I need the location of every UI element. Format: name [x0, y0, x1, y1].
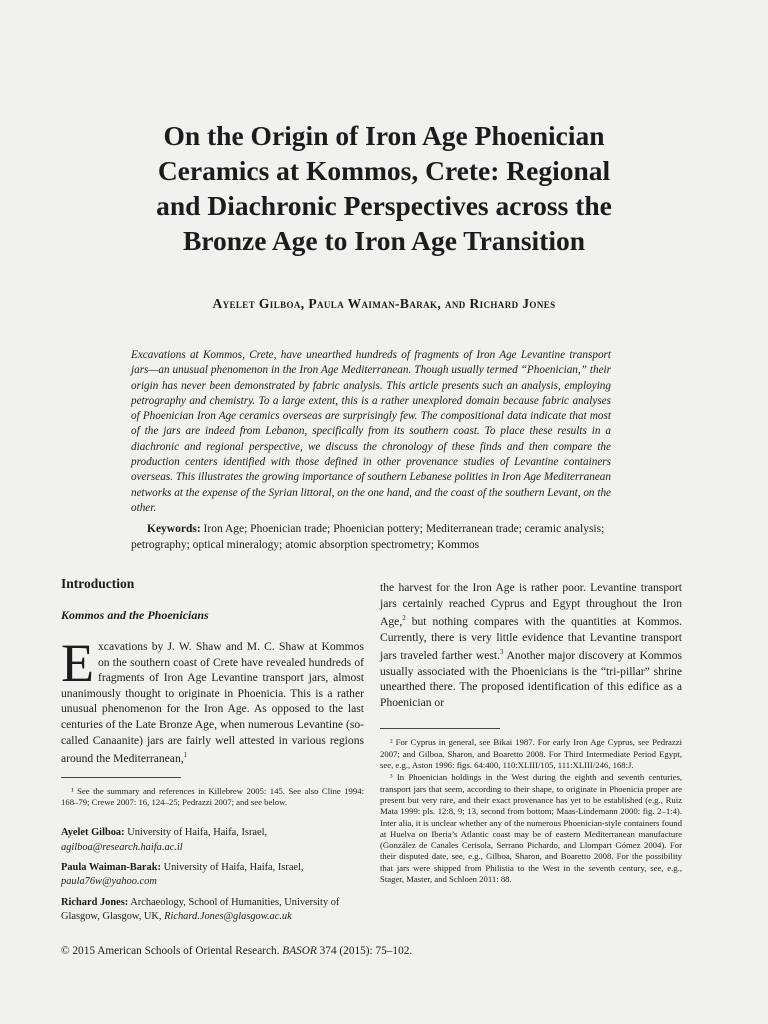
title-line: Bronze Age to Iron Age Transition	[182, 225, 586, 256]
continued-text: but nothing compares with the quantities at Kommos. Currently, there is very little evidence that Levantine transport jars traveled farther west.	[380, 615, 682, 663]
subsection-heading: Kommos and the Phoenicians	[61, 608, 209, 622]
intro-text: xcavations by J. W. Shaw and M. C. Shaw at Kommos on the southern coast of Crete have revealed hundreds of fragments of Iron Age Levantine transport jars, almost unanimously thought to originate in Phoenicia. This is a rather unusual phenomenon for the Iron Age. As opposed to the last centuries of the Late Bronze Age, when numerous Levantine (so-called Canaanite) jars are fairly well attested in various regions around the Mediterranean,	[61, 640, 364, 766]
author-list: Ayelet Gilboa, Paula Waiman-Barak, and Richard Jones	[212, 296, 556, 311]
article-title	[80, 118, 688, 258]
affiliation-item	[61, 896, 364, 925]
drop-cap: E	[61, 633, 94, 693]
affiliation-name: Paula Waiman-Barak:	[61, 862, 161, 874]
continued-text: Another major discovery at Kommos usually associated with the Phoenicians is the “tri-pillar” shrine unearthed there. The proposed identification of this edifice as a Phoenician or	[380, 649, 683, 709]
citation: 374 (2015): 75–102.	[319, 945, 413, 957]
right-column	[380, 580, 682, 886]
affiliation-email: Richard.Jones@glasgow.ac.uk	[164, 911, 292, 923]
continued-text: the harvest for the Iron Age is rather poor. Levantine transport jars certainly reached Cyprus and Egypt throughout the Iron Age,	[380, 581, 682, 629]
title-line: Ceramics at Kommos, Crete: Regional	[157, 155, 611, 186]
journal-name: BASOR	[282, 945, 317, 957]
affiliation-email: paula76w@yahoo.com	[61, 876, 157, 888]
section-heading: Introduction	[61, 576, 135, 591]
affiliation-name: Ayelet Gilboa:	[61, 827, 125, 839]
footnote-3: ³ In Phoenician holdings in the West during the eighth and seventh centuries, transport jars that seem, according to their shape, to originate in Phoenicia proper are present but very rare, and their exact provenance has yet to be established (e.g., Ruiz Mata 1999: pls. 12:8, 9; 13, second from bottom; Maas-Lindemann 2000: fig. 2–1:4). Inter alia, it is unclear whether any of the numerous Phoenician-style containers found at Huelva on Iberia’s Atlantic coast may be of eastern Mediterranean manufacture (González de Canales Cerisola, Serrano Pichardo, and Llompart Gómez 2004). For their disputed date, see, e.g., Gilboa, Sharon, and Boaretto 2008. For the possibility that jars were shipped from Philistia to the West in the seventh century, see, e.g., Stager, Master, and Schloen 2011: 88.	[380, 772, 682, 885]
footnote-divider	[61, 777, 181, 778]
footnote-divider	[380, 728, 500, 729]
footnotes	[380, 737, 682, 885]
left-column	[61, 576, 364, 931]
footnote-1: ¹ See the summary and references in Killebrew 2005: 145. See also Cline 1994: 168–79; Crewe 2007: 16, 124–25; Pedrazzi 2007; and see below.	[61, 785, 364, 807]
footnote-2: ² For Cyprus in general, see Bikai 1987. For early Iron Age Cyprus, see Pedrazzi 2007; and Gilboa, Sharon, and Boaretto 2008. For Third Intermediate Period Egypt, see, e.g., Aston 1996: figs. 64:400, 110:XLIII/105, 111:XLIII/246, 168:J.	[380, 737, 682, 771]
keywords-label: Keywords:	[147, 523, 201, 535]
copyright-line	[61, 945, 681, 957]
affiliation-email: agilboa@research.haifa.ac.il	[61, 841, 183, 853]
footnote-ref: 3	[500, 648, 504, 657]
intro-paragraph	[61, 633, 364, 767]
affiliation-item	[61, 861, 364, 890]
abstract: Excavations at Kommos, Crete, have unearthed hundreds of fragments of Iron Age Levantine transport jars—an unusual phenomenon in the Iron Age Mediterranean. Though usually termed “Phoenician,” their origin has never been demonstrated by fabric analysis. This article presents such an analysis, employing petrography and chemistry. To a large extent, this is a rather unexplored domain because fabric analyses of Phoenician Iron Age ceramics overseas are surprisingly few. The compositional data indicate that most of the jars are indeed from Lebanon, specifically from its southern coast. To place these results in a diachronic and regional perspective, we discuss the chronology of these finds and then compare the production centers identified with those defined in other provenance studies of Levantine containers overseas. This illustrates the growing importance of southern Lebanese polities in Iron Age Mediterranean networks at the expense of the Syrian littoral, on the one hand, and the coast of the southern Levant, on the other.	[131, 349, 611, 514]
affiliation-institution: University of Haifa, Haifa, Israel,	[127, 827, 268, 839]
footnote-ref: 1	[183, 751, 188, 760]
keywords-text: Iron Age; Phoenician trade; Phoenician pottery; Mediterranean trade; ceramic analysis; petrography; optical mineralogy; atomic absorption spectrometry; Kommos	[131, 523, 605, 551]
copyright-prefix: © 2015 American Schools of Oriental Research.	[61, 945, 280, 957]
affiliations	[61, 826, 364, 924]
keywords	[131, 521, 615, 553]
footnote-ref: 2	[402, 614, 406, 623]
affiliation-institution: Archaeology, School of Humanities, University of Glasgow, Glasgow, UK,	[61, 896, 340, 923]
continued-paragraph	[380, 580, 682, 710]
affiliation-item	[61, 826, 364, 855]
affiliation-institution: University of Haifa, Haifa, Israel,	[163, 862, 304, 874]
affiliation-name: Richard Jones:	[61, 896, 129, 908]
title-line: On the Origin of Iron Age Phoenician	[163, 120, 605, 151]
title-line: and Diachronic Perspectives across the	[156, 190, 612, 221]
